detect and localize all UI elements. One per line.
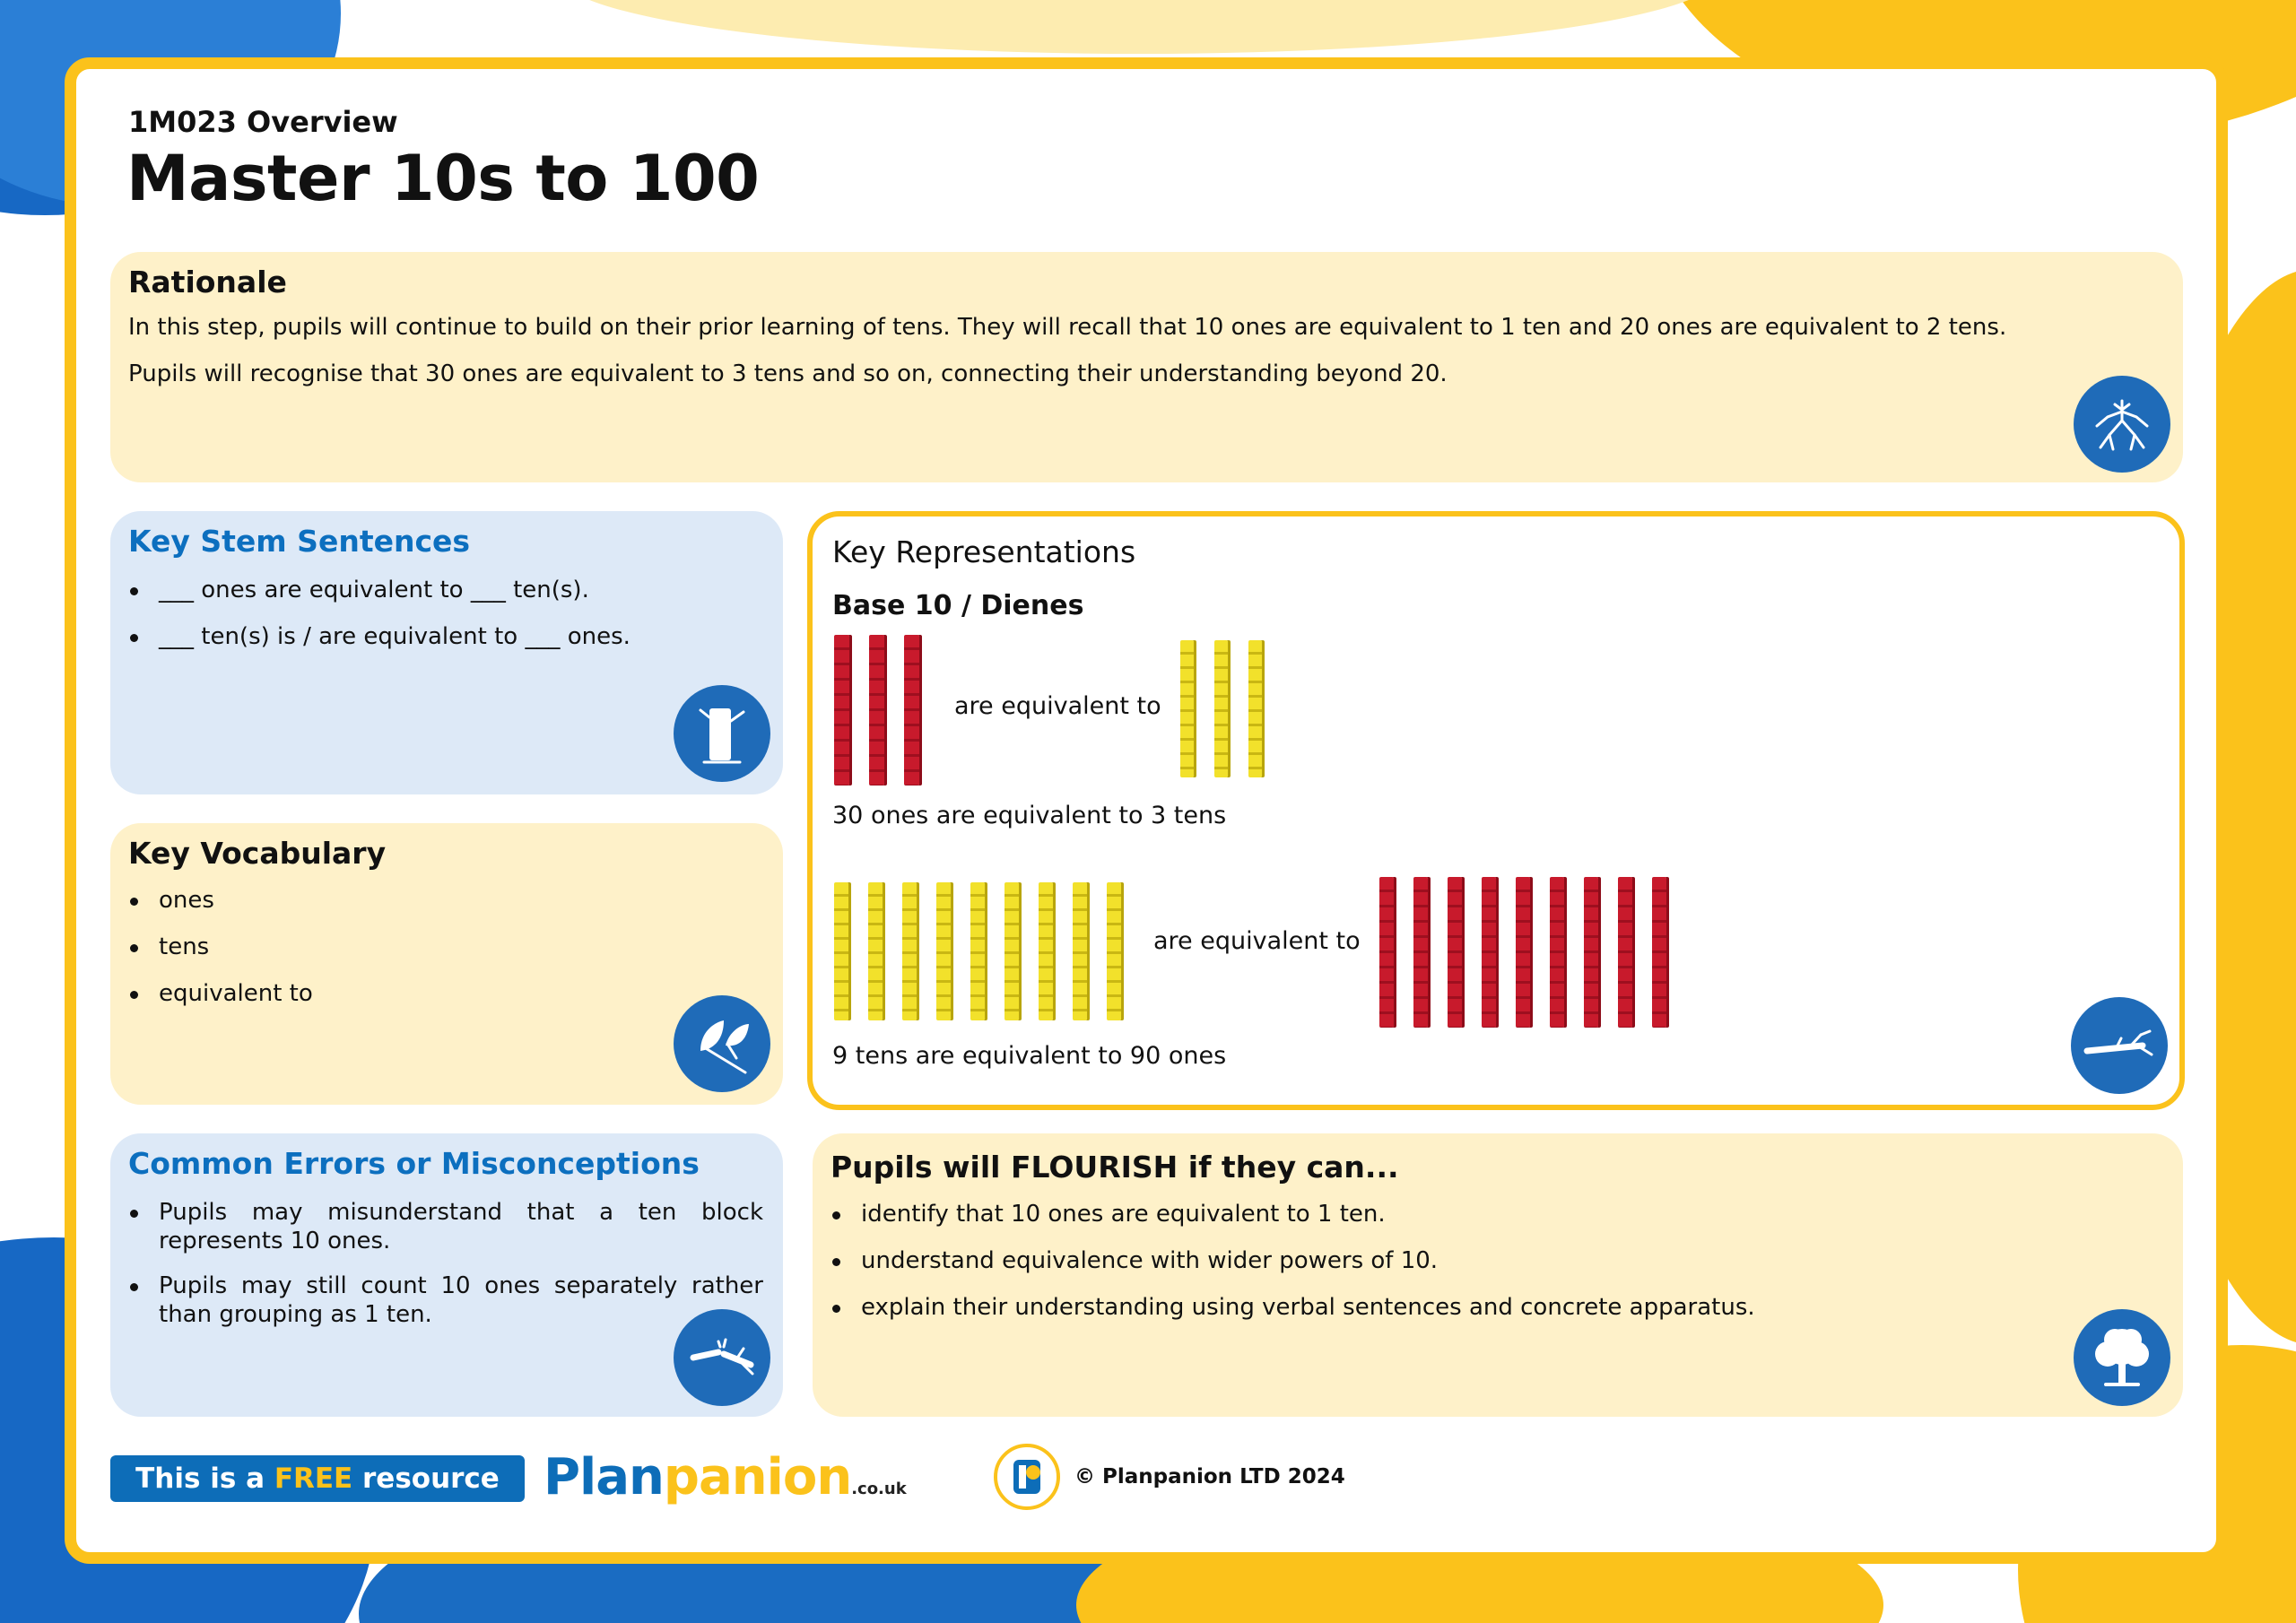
copyright-text: © Planpanion LTD 2024: [1074, 1465, 1345, 1488]
list-item: understand equivalence with wider powers of 10.: [831, 1246, 1755, 1275]
trunk-icon: [674, 685, 770, 782]
row1-caption: 30 ones are equivalent to 3 tens: [832, 802, 1227, 829]
stem-sentences-panel: [110, 511, 783, 794]
yellow-ten-rod: [868, 882, 883, 1020]
planpanion-brand-logo[interactable]: Planpanion.co.uk: [544, 1448, 907, 1506]
yellow-ten-rod: [1039, 882, 1053, 1020]
yellow-ten-rod: [970, 882, 985, 1020]
list-item: Pupils may still count 10 ones separately rather than grouping as 1 ten.: [128, 1271, 763, 1329]
yellow-ten-rod: [1073, 882, 1087, 1020]
free-word: FREE: [274, 1462, 353, 1495]
yellow-ten-rod: [1248, 640, 1262, 777]
stem-sentences-heading: Key Stem Sentences: [128, 524, 471, 559]
row1-equivalent-label: are equivalent to: [954, 692, 1161, 720]
misconceptions-list: [128, 1198, 763, 1329]
list-item: explain their understanding using verbal sentences and concrete apparatus.: [831, 1293, 1755, 1322]
representations-heading: Key Representations: [832, 534, 1136, 569]
branch-icon: [2071, 997, 2168, 1094]
flourish-heading: Pupils will FLOURISH if they can...: [831, 1150, 1399, 1185]
misconceptions-heading: Common Errors or Misconceptions: [128, 1146, 700, 1181]
yellow-ten-rod: [1004, 882, 1019, 1020]
yellow-ten-rod: [1214, 640, 1228, 777]
list-item: identify that 10 ones are equivalent to 1 ten.: [831, 1200, 1755, 1228]
yellow-ten-rod: [1180, 640, 1194, 777]
yellow-ten-rod: [936, 882, 951, 1020]
red-ten-rod: [1550, 877, 1564, 1028]
representations-subheading: Base 10 / Dienes: [832, 590, 1084, 621]
rationale-paragraph-1: In this step, pupils will continue to build on their prior learning of tens. They will recall that 10 ones are equivalent to 1 ten and 20 ones are equivalent to 2 tens.: [128, 314, 2007, 341]
red-ten-rod: [1516, 877, 1530, 1028]
red-ten-rod: [1618, 877, 1632, 1028]
overview-subtitle: 1M023 Overview: [128, 105, 398, 139]
row2-equivalent-label: are equivalent to: [1153, 927, 1361, 955]
flourish-list: [831, 1200, 1755, 1322]
planpanion-logo-icon: [994, 1444, 1060, 1510]
broken-branch-icon: [674, 1309, 770, 1406]
red-ten-rod: [1482, 877, 1496, 1028]
vocabulary-heading: Key Vocabulary: [128, 836, 387, 871]
roots-icon: [2074, 376, 2170, 473]
representations-panel: [807, 511, 2185, 1110]
rationale-paragraph-2: Pupils will recognise that 30 ones are equivalent to 3 tens and so on, connecting their understanding beyond 20.: [128, 360, 1448, 387]
red-ten-rod: [869, 635, 884, 785]
yellow-ten-rod: [1107, 882, 1121, 1020]
red-ten-rod: [834, 635, 849, 785]
flourish-panel: [813, 1133, 2183, 1417]
list-item: ___ ten(s) is / are equivalent to ___ ones.: [128, 622, 631, 651]
red-ten-rod: [1652, 877, 1666, 1028]
rationale-heading: Rationale: [128, 265, 287, 299]
row2-caption: 9 tens are equivalent to 90 ones: [832, 1042, 1227, 1070]
red-ten-rod: [1413, 877, 1428, 1028]
list-item: ___ ones are equivalent to ___ ten(s).: [128, 576, 631, 604]
red-ten-rod: [1448, 877, 1462, 1028]
list-item: equivalent to: [128, 979, 313, 1008]
vocabulary-list: [128, 886, 313, 1008]
free-resource-banner: This is a FREE resource from: [110, 1455, 525, 1502]
misconceptions-panel: [110, 1133, 783, 1417]
red-ten-rod: [1379, 877, 1394, 1028]
tree-icon: [2074, 1309, 2170, 1406]
vocabulary-panel: [110, 823, 783, 1105]
list-item: tens: [128, 933, 313, 961]
list-item: Pupils may misunderstand that a ten block represents 10 ones.: [128, 1198, 763, 1255]
stem-sentences-list: [128, 576, 631, 651]
red-ten-rod: [904, 635, 919, 785]
yellow-ten-rod: [834, 882, 848, 1020]
leaves-icon: [674, 995, 770, 1092]
page-title: Master 10s to 100: [126, 142, 760, 215]
yellow-ten-rod: [902, 882, 917, 1020]
list-item: ones: [128, 886, 313, 915]
red-ten-rod: [1584, 877, 1598, 1028]
rationale-panel: [110, 252, 2183, 482]
